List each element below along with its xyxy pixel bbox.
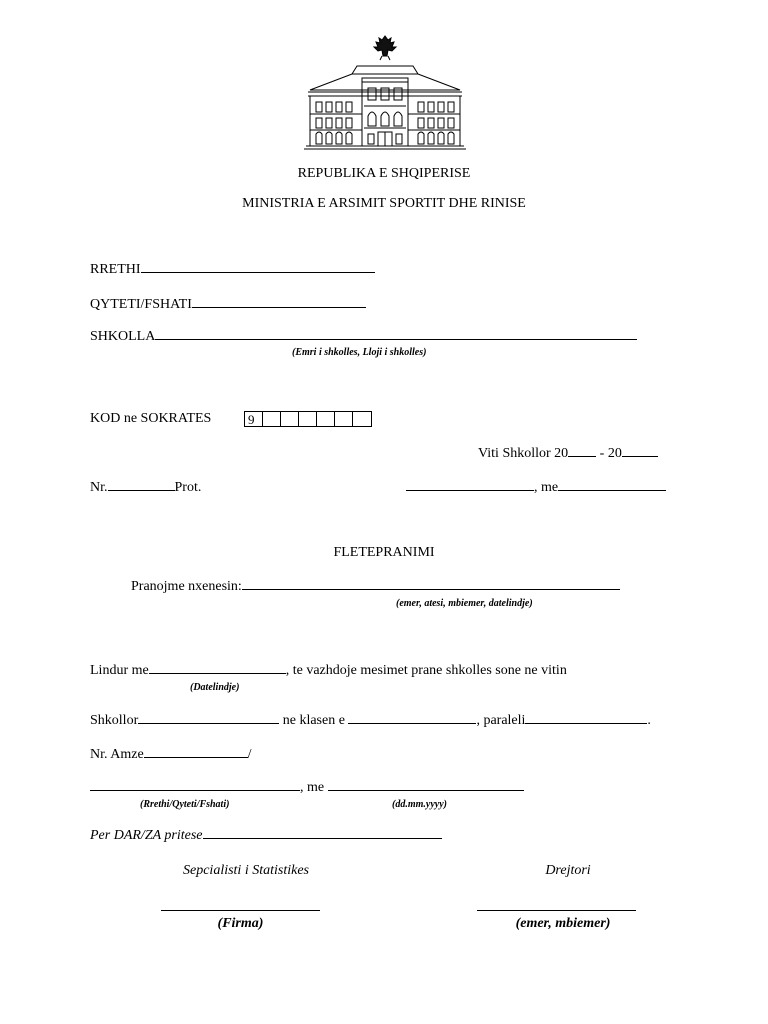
location-field[interactable]	[90, 779, 300, 791]
lindur-row	[90, 662, 567, 679]
klasen-field[interactable]	[348, 712, 476, 724]
datelindje-hint: (Datelindje)	[190, 682, 240, 693]
prot-label: Prot.	[174, 480, 202, 495]
pranojme-label: Pranojme nxenesin:	[131, 579, 242, 594]
kod-digit[interactable]	[299, 412, 317, 426]
prot-date-row	[406, 479, 666, 496]
nr-prot-row	[90, 479, 201, 496]
director-caption: (emer, mbiemer)	[515, 916, 611, 931]
kod-digit[interactable]	[281, 412, 299, 426]
location-date-row	[90, 779, 524, 796]
ministry-building-emblem	[302, 30, 468, 152]
shkollor-field[interactable]	[138, 712, 279, 724]
shkolla-hint: (Emri i shkolles, Lloji i shkolles)	[292, 347, 427, 358]
location-me-label: , me	[300, 780, 325, 795]
director-title: Drejtori	[545, 863, 591, 878]
qyteti-row	[90, 296, 366, 313]
pranojme-row	[131, 578, 620, 595]
kod-digit[interactable]	[263, 412, 281, 426]
viti-separator: - 20	[599, 446, 622, 461]
paraleli-field[interactable]	[525, 712, 647, 724]
nr-amze-row	[90, 746, 252, 763]
nr-label: Nr.	[90, 480, 108, 495]
lindur-suffix: , te vazhdoje mesimet prane shkolles sone ne vitin	[285, 663, 567, 678]
prot-date-field[interactable]	[558, 479, 666, 491]
rrethi-label: RRETHI	[90, 262, 141, 277]
shkollor-label: Shkollor	[90, 713, 139, 728]
qyteti-field[interactable]	[192, 296, 366, 308]
kod-boxes[interactable]	[244, 411, 372, 427]
pranojme-hint: (emer, atesi, mbiemer, datelindje)	[396, 598, 533, 609]
kod-digit[interactable]: 9	[245, 412, 263, 426]
shkolla-row	[90, 328, 637, 345]
nr-amze-slash: /	[247, 747, 252, 762]
shkolla-label: SHKOLLA	[90, 329, 156, 344]
lindur-label: Lindur me	[90, 663, 149, 678]
qyteti-label: QYTETI/FSHATI	[90, 297, 192, 312]
pranojme-field[interactable]	[242, 578, 620, 590]
dar-field[interactable]	[203, 827, 442, 839]
director-signature-line[interactable]	[477, 899, 636, 916]
paraleli-label: , paraleli	[476, 713, 526, 728]
kod-digit[interactable]	[317, 412, 335, 426]
transfer-date-field[interactable]	[328, 779, 524, 791]
shkollor-row	[90, 712, 651, 729]
shkolla-field[interactable]	[155, 328, 637, 340]
viti-row	[478, 445, 658, 462]
nr-amze-field[interactable]	[144, 746, 248, 758]
lindur-field[interactable]	[149, 662, 286, 674]
dar-row	[90, 827, 442, 844]
nr-amze-label: Nr. Amze	[90, 747, 144, 762]
rrethi-field[interactable]	[141, 261, 375, 273]
ministry-heading: MINISTRIA E ARSIMIT SPORTIT DHE RINISE	[242, 196, 526, 211]
specialist-signature-line[interactable]	[161, 899, 320, 916]
ne-klasen-label: ne klasen e	[282, 713, 345, 728]
document-title: FLETEPRANIMI	[333, 545, 435, 560]
prot-me-label: , me	[534, 480, 559, 495]
kod-digit[interactable]	[335, 412, 353, 426]
nr-field[interactable]	[108, 479, 175, 491]
kod-label: KOD ne SOKRATES	[90, 411, 212, 426]
republic-heading: REPUBLIKA E SHQIPERISE	[297, 166, 471, 181]
specialist-caption: (Firma)	[217, 916, 264, 931]
rrethi-row	[90, 261, 375, 278]
viti-start-field[interactable]	[568, 445, 596, 457]
dar-label: Per DAR/ZA pritese	[90, 828, 203, 843]
viti-end-field[interactable]	[622, 445, 658, 457]
specialist-title: Sepcialisti i Statistikes	[183, 863, 309, 878]
prot-number-field[interactable]	[406, 479, 534, 491]
rrethi-qyteti-hint: (Rrethi/Qyteti/Fshati)	[140, 799, 230, 810]
viti-label: Viti Shkollor 20	[478, 446, 569, 461]
eagle-icon	[374, 36, 396, 60]
date-format-hint: (dd.mm.yyyy)	[392, 799, 447, 810]
period-mark: .	[647, 713, 651, 728]
kod-digit[interactable]	[353, 412, 371, 426]
